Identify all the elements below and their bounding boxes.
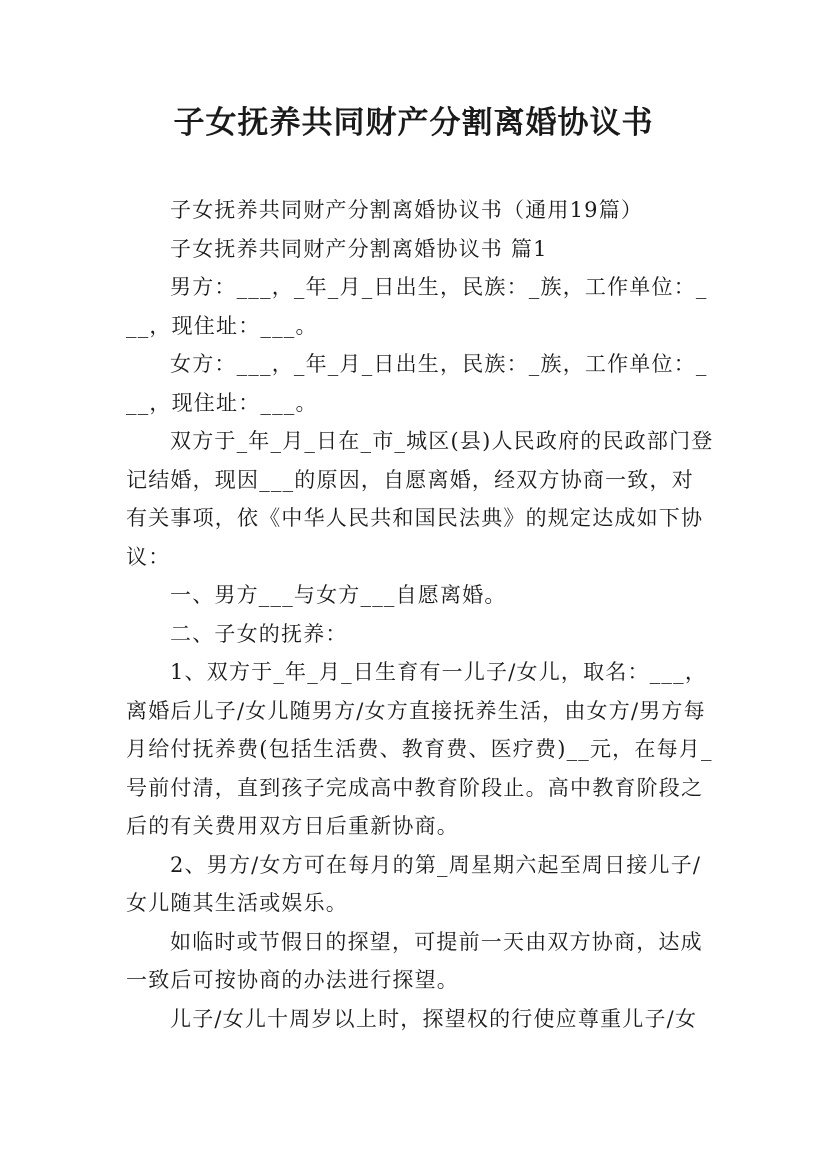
document-body xyxy=(126,191,716,1038)
paragraph-section-heading: 子女抚养共同财产分割离婚协议书 篇1 xyxy=(170,236,548,261)
paragraph-female-party: 女方：___，_年_月_日出生，民族：_族，工作单位：___，现住址：___。 xyxy=(126,352,708,415)
paragraph-clause-1: 一、男方___与女方___自愿离婚。 xyxy=(170,583,507,607)
paragraph-male-party: 男方：___，_年_月_日出生，民族：_族，工作单位：___，现住址：___。 xyxy=(126,275,708,338)
paragraph-clause-2-heading: 二、子女的抚养： xyxy=(170,621,348,646)
document-title: 子女抚养共同财产分割离婚协议书 xyxy=(173,105,654,141)
paragraph-subtitle: 子女抚养共同财产分割离婚协议书（通用19篇） xyxy=(170,198,644,222)
paragraph-preamble: 双方于_年_月_日在_市_城区(县)人民政府的民政部门登记结婚，现因___的原因，自愿离婚，经双方协商一致，对有关事项，依《中华人民共和国民法典》的规定达成如下协议： xyxy=(126,429,714,569)
paragraph-custody-item-1: 1、双方于_年_月_日生育有一儿子/女儿，取名：___，离婚后儿子/女儿随男方/女方直接抚养生活，由女方/男方每月给付抚养费(包括生活费、教育费、医疗费)__元，在每月_号前付清，直到孩子完成高中教育阶段止。高中教育阶段之后的有关费用双方日后重新协商。 xyxy=(126,660,713,838)
paragraph-custody-item-2: 2、男方/女方可在每月的第_周星期六起至周日接儿子/女儿随其生活或娱乐。 xyxy=(126,852,702,915)
paragraph-temporary-visits: 如临时或节假日的探望，可提前一天由双方协商，达成一致后可按协商的办法进行探望。 xyxy=(126,929,703,992)
paragraph-visitation-rights: 儿子/女儿十周岁以上时，探望权的行使应尊重儿子/女 xyxy=(170,1006,698,1031)
